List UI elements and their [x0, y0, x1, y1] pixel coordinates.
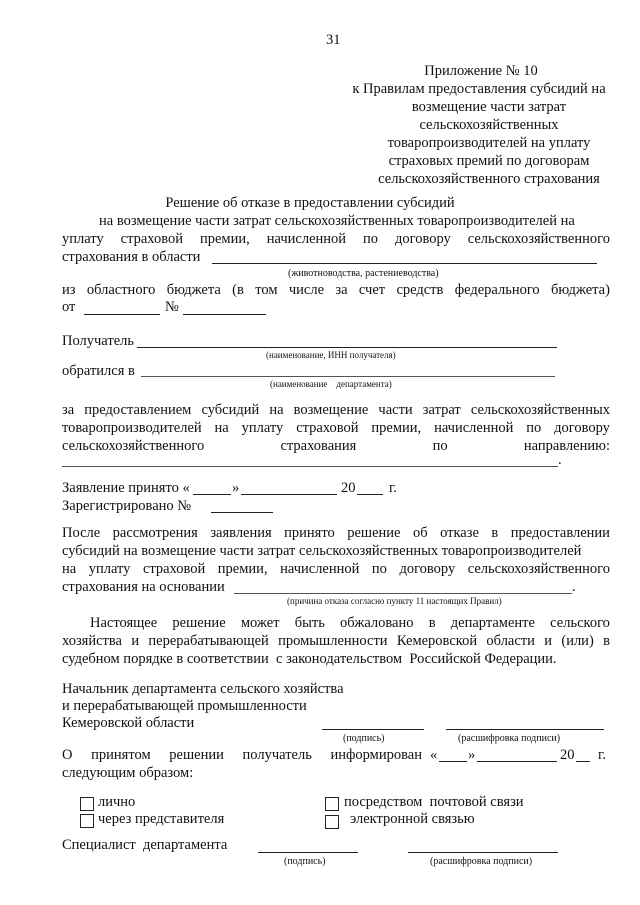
word: премии,	[199, 231, 250, 247]
word: (в	[232, 282, 244, 298]
word: по	[432, 438, 448, 454]
word: уплату	[62, 231, 104, 247]
word: начисленной	[434, 420, 514, 436]
electronic-checkbox[interactable]	[325, 815, 339, 829]
informed-year-prefix: 20	[560, 747, 575, 763]
word: перерабатывающей	[148, 633, 269, 649]
word: решение	[172, 615, 226, 631]
decision-line-3: страхования в области	[62, 249, 201, 265]
word: хозяйства	[62, 633, 122, 649]
area-field[interactable]	[212, 263, 597, 264]
accepted-year-field[interactable]	[357, 494, 383, 495]
head-line-3: Кемеровской области	[62, 715, 195, 731]
page-number: 31	[326, 32, 341, 48]
word: предоставлением	[84, 402, 192, 418]
word: товаропроизводителей	[62, 420, 202, 436]
word: сельскохозяйственного	[62, 438, 205, 454]
specialist-decode-hint: (расшифровка подписи)	[430, 856, 533, 867]
word: договору	[395, 231, 451, 247]
word: и	[544, 633, 553, 649]
specialist-signature-field[interactable]	[258, 852, 358, 853]
accepted-year-prefix: 20	[341, 480, 356, 496]
refusal-hint: (причина отказа согласно пункту 11 настоящих Правил)	[287, 596, 502, 606]
word: по	[371, 561, 387, 577]
word: счет	[358, 282, 386, 298]
word: премии,	[217, 561, 268, 577]
number-field[interactable]	[183, 314, 266, 315]
word: федерального	[454, 282, 540, 298]
head-decode-hint: (расшифровка подписи)	[458, 733, 561, 744]
appendix-line-3: сельскохозяйственных	[419, 117, 559, 133]
word: бюджета	[166, 282, 221, 298]
word: договору	[399, 561, 456, 577]
informed-date-close: »	[468, 747, 476, 763]
refusal-line-1	[62, 525, 610, 542]
department-field[interactable]	[141, 376, 555, 377]
appeal-line-1	[90, 615, 610, 632]
specialist-sign-hint: (подпись)	[284, 856, 326, 867]
word: решении	[169, 747, 224, 763]
refusal-line-3	[62, 561, 610, 578]
word: После	[62, 525, 101, 541]
personal-label: лично	[98, 794, 136, 810]
head-signature-field[interactable]	[322, 729, 424, 730]
department-hint: (наименование департамента)	[270, 379, 392, 389]
word: страховой	[296, 420, 359, 436]
word: предоставлении	[510, 525, 610, 541]
word: сельскохозяйственного	[467, 231, 610, 247]
refusal-line-4: страхования на основании	[62, 579, 225, 595]
representative-label: через представителя	[98, 811, 225, 827]
word: О	[62, 747, 73, 763]
word: страхования	[280, 438, 357, 454]
appendix-line-2: возмещение части затрат	[411, 99, 567, 115]
refusal-reason-field[interactable]	[234, 593, 572, 594]
word: сельскохозяйственных	[470, 402, 610, 418]
word: в	[491, 525, 499, 541]
word: областного	[86, 282, 156, 298]
word: начисленной	[266, 231, 347, 247]
word: решение	[347, 525, 401, 541]
area-hint: (животноводства, растениеводства)	[288, 268, 439, 279]
word: (или)	[561, 633, 594, 649]
word: быть	[294, 615, 325, 631]
purpose-line-3	[62, 438, 610, 455]
date-from-field[interactable]	[84, 314, 160, 315]
word: в	[603, 633, 610, 649]
word: за	[335, 282, 348, 298]
word: и	[131, 633, 140, 649]
number-label: №	[165, 299, 179, 315]
informed-year-field[interactable]	[576, 761, 590, 762]
head-line-2: и перерабатывающей промышленности	[62, 698, 307, 714]
recipient-field[interactable]	[137, 347, 557, 348]
word: по	[526, 420, 542, 436]
informed-date-open: «	[430, 747, 438, 763]
accepted-mid: »	[232, 480, 240, 496]
word: в	[428, 615, 436, 631]
appendix-line-1: к Правилам предоставления субсидий на	[352, 81, 606, 97]
informed-year-suffix: г.	[598, 747, 606, 763]
word: принято	[284, 525, 335, 541]
word: затрат	[422, 402, 461, 418]
word: страховой	[142, 561, 206, 577]
date-from-label: от	[62, 299, 76, 315]
appendix-line-6: сельскохозяйственного страхования	[378, 171, 600, 187]
word: части	[378, 402, 413, 418]
informed-line-2: следующим образом:	[62, 765, 194, 781]
word: промышленности	[278, 633, 388, 649]
accepted-month-field[interactable]	[241, 494, 337, 495]
informed-month-field[interactable]	[477, 761, 557, 762]
decision-line-1: на возмещение части затрат сельскохозяйственных товаропроизводителей на	[99, 213, 575, 229]
specialist-label: Специалист департамента	[62, 837, 228, 853]
word: на	[62, 561, 77, 577]
recipient-label: Получатель	[62, 333, 134, 349]
word: премии,	[371, 420, 422, 436]
word: бюджета)	[551, 282, 610, 298]
applied-label: обратился в	[62, 363, 135, 379]
electronic-label: электронной связью	[350, 811, 475, 827]
post-checkbox[interactable]	[325, 797, 339, 811]
specialist-decode-field[interactable]	[408, 852, 558, 853]
purpose-line-1	[62, 402, 610, 419]
word: об	[412, 525, 428, 541]
word: договору	[554, 420, 610, 436]
head-sign-hint: (подпись)	[343, 733, 385, 744]
word: направлению:	[523, 438, 610, 454]
word: страховой	[120, 231, 184, 247]
word: Настоящее	[90, 615, 158, 631]
appeal-line-3: судебном порядке в соответствии с законодательством Российской Федерации.	[62, 651, 557, 667]
appendix-title: Приложение № 10	[424, 63, 538, 79]
informed-words	[62, 747, 422, 764]
registered-label: Зарегистрировано №	[62, 498, 192, 514]
direction-field[interactable]	[62, 466, 558, 467]
word: на	[269, 402, 284, 418]
word: начисленной	[280, 561, 360, 577]
direction-period: .	[558, 452, 562, 468]
informed-day-field[interactable]	[439, 761, 467, 762]
word: сельского	[550, 615, 610, 631]
representative-checkbox[interactable]	[80, 814, 94, 828]
word: обжаловано	[340, 615, 414, 631]
appendix-line-5: страховых премий по договорам	[388, 153, 590, 169]
appendix-header	[350, 63, 628, 188]
word: может	[240, 615, 280, 631]
word: том	[255, 282, 278, 298]
accepted-prefix: Заявление принято «	[62, 480, 190, 496]
word: из	[62, 282, 76, 298]
word: департаменте	[450, 615, 535, 631]
word: заявления	[210, 525, 272, 541]
decision-title: Решение об отказе в предоставлении субсидий	[165, 195, 455, 211]
decision-line-4	[62, 282, 610, 299]
appeal-line-2	[62, 633, 610, 650]
head-decode-field[interactable]	[446, 729, 604, 730]
word: сельскохозяйственного	[467, 561, 610, 577]
accepted-year-suffix: г.	[389, 480, 397, 496]
word: информирован	[330, 747, 422, 763]
word: отказе	[440, 525, 479, 541]
registered-field[interactable]	[211, 512, 273, 513]
word: средств	[396, 282, 444, 298]
word: области	[486, 633, 535, 649]
word: принятом	[91, 747, 151, 763]
refusal-line-2: субсидий на возмещение части затрат сельскохозяйственных товаропроизводителей	[62, 543, 582, 559]
appendix-line-4: товаропроизводителей на уплату	[387, 135, 591, 151]
word: возмещение	[293, 402, 369, 418]
post-label: посредством почтовой связи	[344, 794, 524, 810]
word: по	[363, 231, 379, 247]
word: уплату	[241, 420, 284, 436]
word: рассмотрения	[112, 525, 198, 541]
word: числе	[288, 282, 325, 298]
word: за	[62, 402, 75, 418]
personal-checkbox[interactable]	[80, 797, 94, 811]
word: субсидий	[201, 402, 260, 418]
decision-line-2	[62, 231, 610, 248]
head-line-1: Начальник департамента сельского хозяйства	[62, 681, 344, 697]
word: на	[214, 420, 229, 436]
word: уплату	[88, 561, 131, 577]
refusal-period: .	[572, 579, 576, 595]
purpose-line-2	[62, 420, 610, 437]
word: получатель	[242, 747, 312, 763]
word: Кемеровской	[396, 633, 478, 649]
recipient-hint: (наименование, ИНН получателя)	[266, 350, 396, 360]
accepted-day-field[interactable]	[193, 494, 231, 495]
